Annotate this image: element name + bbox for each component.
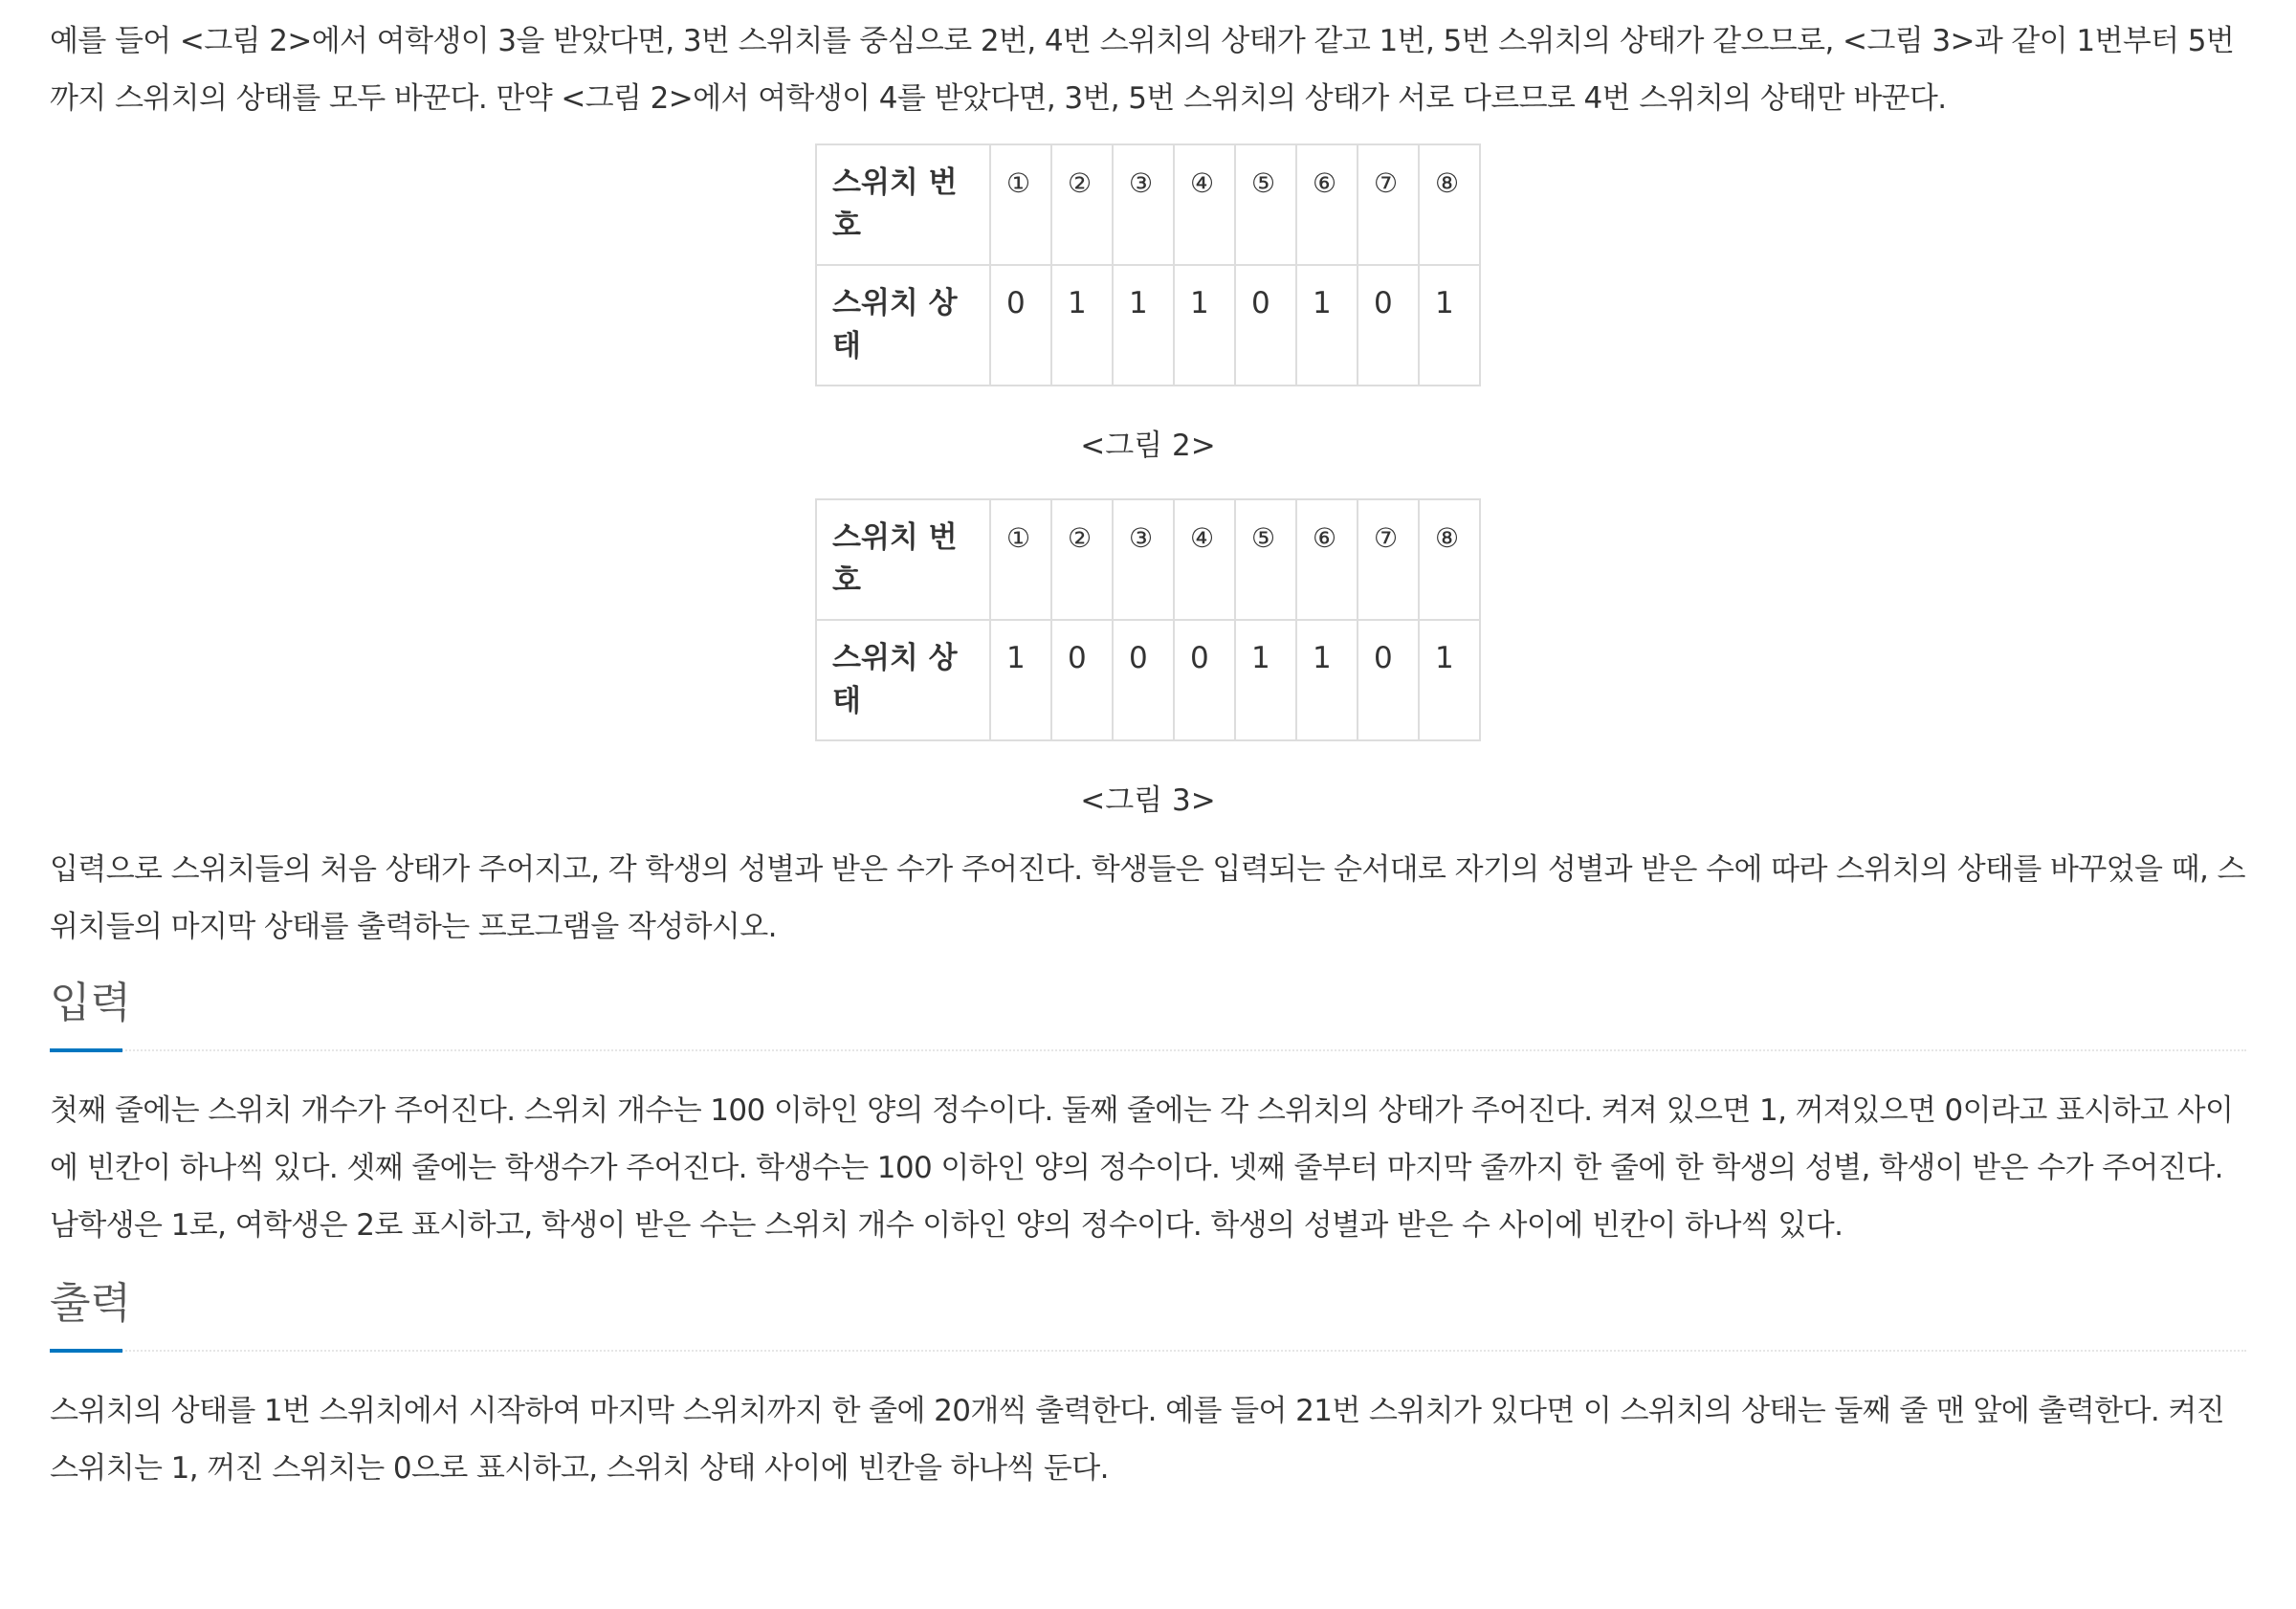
switch-state-header: 스위치 상태 — [816, 620, 990, 740]
output-description: 스위치의 상태를 1번 스위치에서 시작하여 마지막 스위치까지 한 줄에 20개씩 출력한다. 예를 들어 21번 스위치가 있다면 이 스위치의 상태는 둘째 줄 맨 앞에 출력한다. 켜진 스위치는 1, 꺼진 스위치는 0으로 표시하고, 스위치 상태 사이에 빈칸을 하나씩 둔다. — [50, 1394, 2225, 1486]
figure-3-table — [815, 498, 1481, 741]
switch-number-header: 스위치 번호 — [816, 499, 990, 620]
intro-paragraph: 예를 들어 <그림 2>에서 여학생이 3을 받았다면, 3번 스위치를 중심으로 2번, 4번 스위치의 상태가 같고 1번, 5번 스위치의 상태가 같으므로, <그림 3>과 같이 1번부터 5번까지 스위치의 상태를 모두 바꾼다. 만약 <그림 2>에서 여학생이 4를 받았다면, 3번, 5번 스위치의 상태가 서로 다르므로 4번 스위치의 상태만 바꾼다. — [50, 24, 2235, 116]
switch-state-cell: 1 — [1296, 265, 1358, 386]
switch-number-cell: ④ — [1174, 499, 1235, 620]
switch-state-cell: 0 — [1174, 620, 1235, 740]
switch-number-row — [816, 499, 1480, 620]
switch-number-cell: ② — [1051, 144, 1113, 265]
figure-2-caption: <그림 2> — [1080, 429, 1216, 463]
switch-state-cell: 1 — [1113, 265, 1174, 386]
switch-number-row — [816, 144, 1480, 265]
section-title-underline — [50, 1048, 122, 1052]
figure-2-table — [815, 143, 1481, 386]
switch-state-row — [816, 620, 1480, 740]
switch-state-cell: 1 — [990, 620, 1051, 740]
switch-state-cell: 1 — [1174, 265, 1235, 386]
input-section-title — [50, 975, 2246, 1051]
switch-state-cell: 0 — [1358, 265, 1419, 386]
switch-number-cell: ⑥ — [1296, 144, 1358, 265]
switch-state-cell: 0 — [1235, 265, 1296, 386]
switch-number-cell: ⑧ — [1419, 499, 1480, 620]
switch-state-header: 스위치 상태 — [816, 265, 990, 386]
switch-state-cell: 0 — [1051, 620, 1113, 740]
switch-number-cell: ⑤ — [1235, 499, 1296, 620]
switch-number-cell: ⑥ — [1296, 499, 1358, 620]
output-section-title — [50, 1275, 2246, 1352]
switch-state-cell: 1 — [1296, 620, 1358, 740]
figure-3-caption: <그림 3> — [1080, 783, 1216, 818]
switch-state-cell: 1 — [1051, 265, 1113, 386]
switch-number-header: 스위치 번호 — [816, 144, 990, 265]
input-section-title-text: 입력 — [50, 979, 132, 1027]
switch-state-cell: 0 — [1113, 620, 1174, 740]
switch-state-cell: 1 — [1419, 620, 1480, 740]
switch-state-cell: 0 — [990, 265, 1051, 386]
switch-number-cell: ③ — [1113, 499, 1174, 620]
task-paragraph: 입력으로 스위치들의 처음 상태가 주어지고, 각 학생의 성별과 받은 수가 주어진다. 학생들은 입력되는 순서대로 자기의 성별과 받은 수에 따라 스위치의 상태를 바꾸었을 때, 스위치들의 마지막 상태를 출력하는 프로그램을 작성하시오. — [50, 852, 2245, 944]
input-description: 첫째 줄에는 스위치 개수가 주어진다. 스위치 개수는 100 이하인 양의 정수이다. 둘째 줄에는 각 스위치의 상태가 주어진다. 켜져 있으면 1, 꺼져있으면 0이라고 표시하고 사이에 빈칸이 하나씩 있다. 셋째 줄에는 학생수가 주어진다. 학생수는 100 이하인 양의 정수이다. 넷째 줄부터 마지막 줄까지 한 줄에 한 학생의 성별, 학생이 받은 수가 주어진다. 남학생은 1로, 여학생은 2로 표시하고, 학생이 받은 수는 스위치 개수 이하인 양의 정수이다. 학생의 성별과 받은 수 사이에 빈칸이 하나씩 있다. — [50, 1093, 2234, 1243]
switch-number-cell: ⑦ — [1358, 144, 1419, 265]
switch-number-cell: ③ — [1113, 144, 1174, 265]
switch-state-cell: 0 — [1358, 620, 1419, 740]
switch-number-cell: ⑤ — [1235, 144, 1296, 265]
switch-number-cell: ④ — [1174, 144, 1235, 265]
switch-number-cell: ⑦ — [1358, 499, 1419, 620]
switch-number-cell: ② — [1051, 499, 1113, 620]
switch-state-row — [816, 265, 1480, 386]
section-title-underline — [50, 1349, 122, 1353]
switch-state-cell: 1 — [1419, 265, 1480, 386]
switch-state-cell: 1 — [1235, 620, 1296, 740]
switch-number-cell: ① — [990, 499, 1051, 620]
figure-2 — [50, 143, 2246, 386]
figure-3 — [50, 498, 2246, 741]
output-section-title-text: 출력 — [50, 1279, 132, 1328]
switch-number-cell: ⑧ — [1419, 144, 1480, 265]
switch-number-cell: ① — [990, 144, 1051, 265]
